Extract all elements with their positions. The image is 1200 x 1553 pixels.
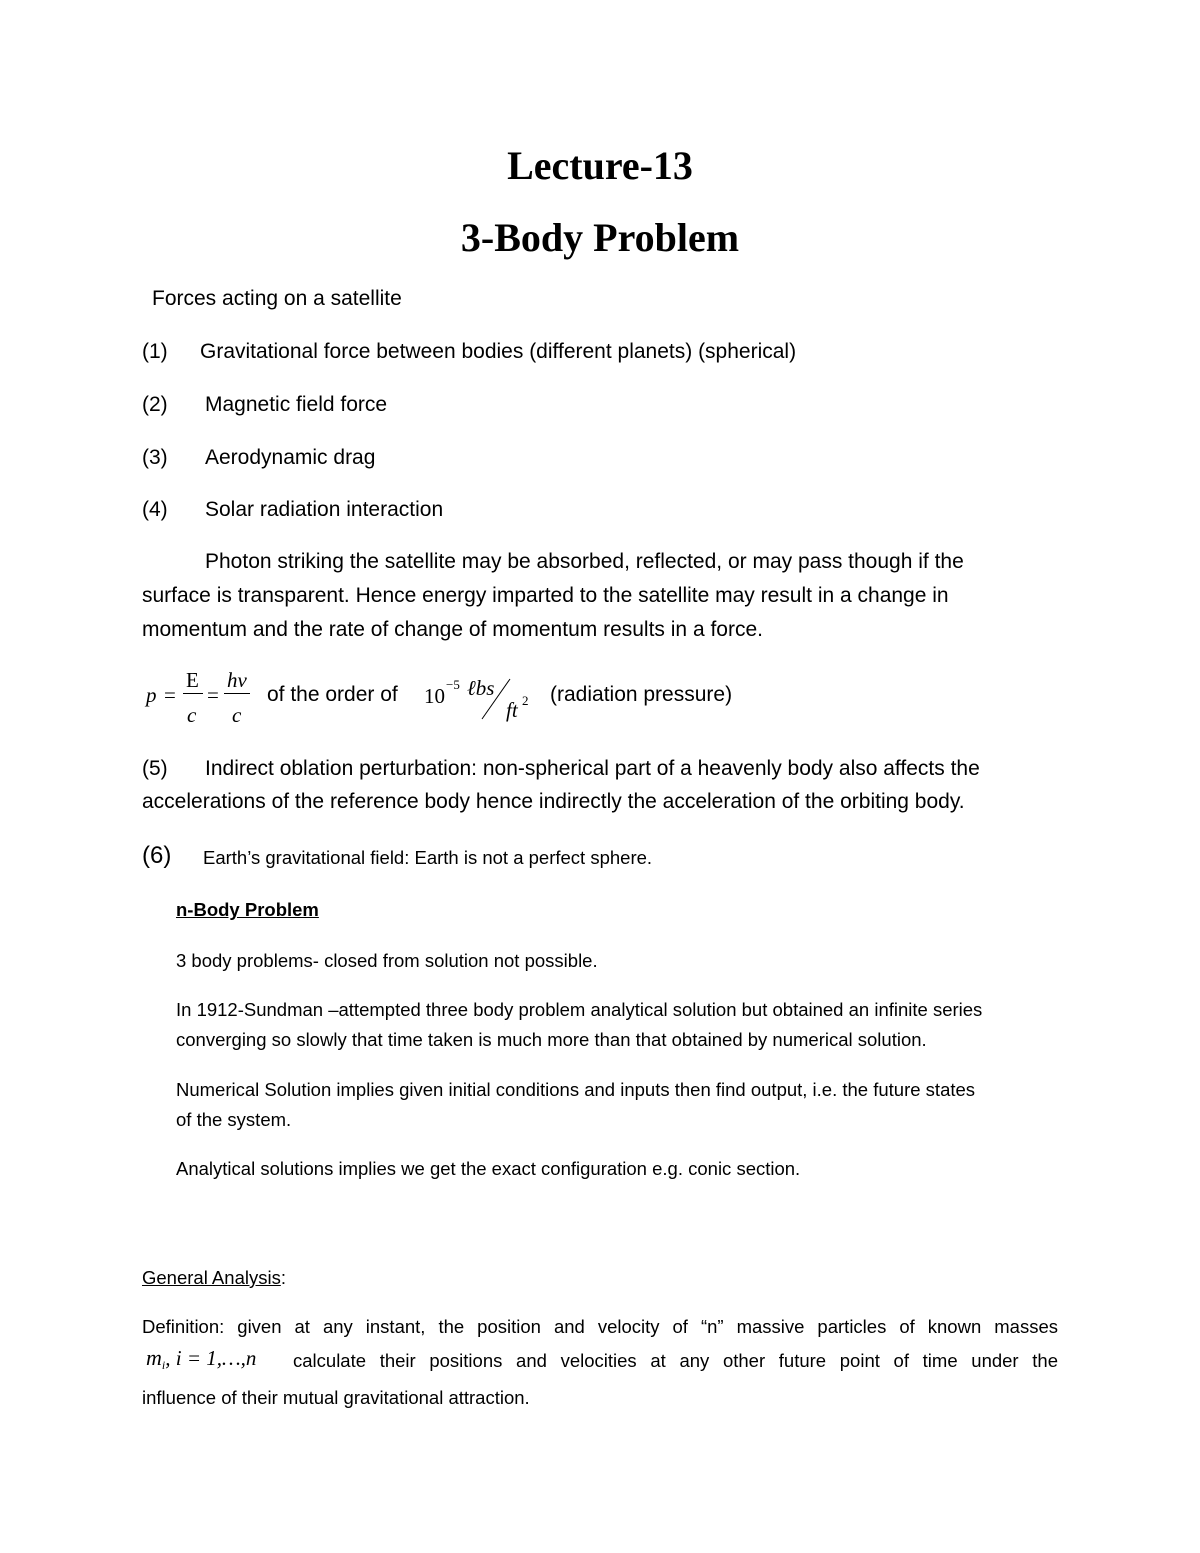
photon-para-line-3: momentum and the rate of change of momentum results in a force. (142, 618, 763, 641)
fraction-bar-1 (183, 693, 203, 694)
formula-note: (radiation pressure) (550, 683, 733, 706)
definition-range: , i = 1,…,n (165, 1346, 257, 1370)
force-item-4: Solar radiation interaction (205, 498, 444, 521)
definition-math (146, 1345, 256, 1373)
definition-line-2: calculate their positions and velocities at any other future point of time under the (293, 1350, 1058, 1371)
definition-line-3: influence of their mutual gravitational attraction. (142, 1387, 530, 1408)
force-item-2: Magnetic field force (205, 393, 388, 416)
force-number-5: (5) (142, 757, 168, 780)
general-heading-colon: : (280, 1267, 286, 1288)
general-heading-text: General Analysis (142, 1267, 281, 1288)
formula-ft-exponent: 2 (522, 693, 529, 708)
formula-c-1: c (187, 703, 197, 727)
nbody-heading: n-Body Problem (176, 899, 319, 920)
formula-p: p (146, 683, 157, 707)
force-item-5-line-1: Indirect oblation perturbation: non-spherical part of a heavenly body also affects the (205, 757, 980, 780)
force-item-5-line-2: accelerations of the reference body hence indirectly the acceleration of the orbiting body. (142, 790, 965, 813)
formula-eq-2: = (207, 683, 219, 707)
nbody-para-1: 3 body problems- closed from solution not possible. (176, 950, 598, 971)
definition-line-1: Definition: given at any instant, the position and velocity of “n” massive particles of known masses (142, 1316, 1058, 1337)
photon-para-line-2: surface is transparent. Hence energy imparted to the satellite may result in a change in (142, 584, 949, 607)
formula-ft: ft (506, 698, 518, 722)
nbody-para-2-line-1: In 1912-Sundman –attempted three body problem analytical solution but obtained an infinite series (176, 999, 983, 1020)
formula-lbs: ℓbs (467, 676, 495, 700)
force-number-6: (6) (142, 842, 172, 869)
force-number-4: (4) (142, 498, 168, 521)
formula-c-2: c (232, 703, 242, 727)
nbody-para-4: Analytical solutions implies we get the exact configuration e.g. conic section. (176, 1158, 801, 1179)
formula-exponent: −5 (446, 677, 460, 692)
formula-hv: hv (227, 668, 247, 692)
photon-para-line-1: Photon striking the satellite may be absorbed, reflected, or may pass though if the (205, 550, 964, 573)
force-item-1: Gravitational force between bodies (different planets) (spherical) (200, 340, 797, 363)
formula-ten: 10 (424, 684, 445, 708)
formula-eq-1: = (164, 683, 176, 707)
general-heading (142, 1263, 286, 1293)
fraction-bar-2 (224, 693, 250, 694)
force-number-1: (1) (142, 340, 168, 363)
page-subtitle: 3-Body Problem (460, 215, 740, 260)
forces-heading: Forces acting on a satellite (152, 287, 402, 310)
definition-sub-i: i (161, 1358, 166, 1373)
formula-order-text: of the order of (267, 683, 398, 706)
definition-m: m (146, 1345, 162, 1370)
nbody-para-2-line-2: converging so slowly that time taken is much more than that obtained by numerical solution. (176, 1029, 927, 1050)
nbody-para-3-line-1: Numerical Solution implies given initial conditions and inputs then find output, i.e. the future states (176, 1079, 976, 1100)
page-title: Lecture-13 (507, 143, 693, 188)
force-item-6: Earth’s gravitational field: Earth is not a perfect sphere. (203, 847, 653, 868)
force-number-2: (2) (142, 393, 168, 416)
force-item-3: Aerodynamic drag (205, 446, 376, 469)
nbody-para-3-line-2: of the system. (176, 1109, 292, 1130)
force-number-3: (3) (142, 446, 168, 469)
formula-E: E (186, 668, 199, 692)
